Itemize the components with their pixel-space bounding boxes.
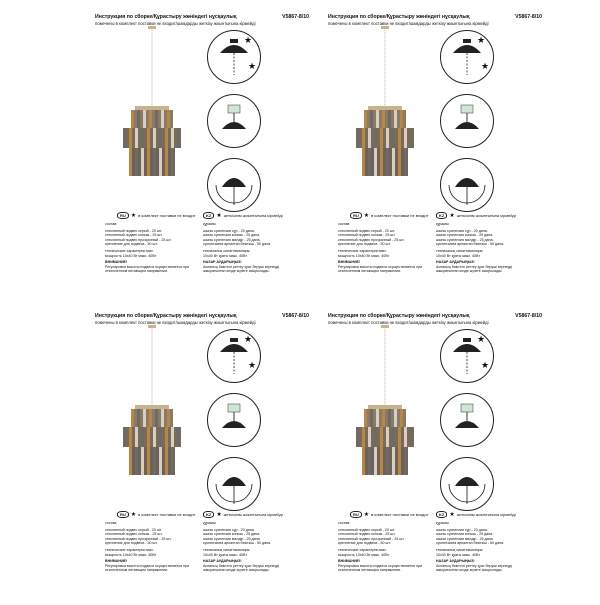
ru-specs-label: технические характеристики: [338,547,387,552]
ru-item: стеклянный подвес коньяк - 25 шт. [338,532,396,537]
instruction-sheet-top-left [95,14,309,306]
kz-header [436,212,516,219]
ru-star-note: в комплект поставки не входит [138,512,196,517]
ru-warning-label: ВНИМАНИЕ! [338,559,361,564]
kz-item: шыны суспензия коньяк - 25 дана. [436,233,494,238]
ru-warning-label: ВНИМАНИЕ! [105,260,128,265]
kz-specs-value: 10x40 Вт қуаты макс. 40Вт [203,552,247,557]
sheet-subtitle: помечены в комплект поставки не входит/шамдарды жеткізу жиынтығына кірмейді [328,320,489,325]
kz-item: шыны суспензия коньяк - 25 дана. [203,233,261,238]
chandelier-illustration [340,26,430,204]
ru-composition-label: состав: [105,222,118,226]
kz-star-note: жеткізілім жиынтығына кірмейді [456,213,516,218]
model-number: V5867-8/10 [282,14,309,20]
kz-header [203,511,283,518]
kz-header [436,511,516,518]
ru-specs-value: мощность 10x40 Вт макс. 40Вт [105,552,157,557]
diagram-wire-connection [440,393,494,447]
star-icon: ★ [244,35,253,45]
diagram-canopy-mount [440,457,494,511]
ru-star-note: в комплект поставки не входит [138,213,196,218]
ru-item: крепление для подвеса - 50 шт. [338,242,391,247]
ru-warning-text: Регулировка высоты подвеса осуществляется при отключенном питающем напряжении. [338,264,423,274]
sheet-subtitle: помечены в комплект поставки не входит/шамдарды жеткізу жиынтығына кірмейді [95,21,256,26]
ru-item: крепление для подвеса - 50 шт. [105,242,158,247]
ru-composition-label: состав: [105,521,118,525]
middle-tier [356,427,414,447]
kz-badge: KZ [203,212,214,219]
kz-column [436,521,528,575]
kz-column [436,222,528,276]
chandelier-illustration [107,325,197,503]
ru-header [117,511,195,518]
upper-tier [131,409,173,427]
ru-star-note: в комплект поставки не входит [371,512,429,517]
diagram-ceiling-hook [440,329,494,383]
kz-column [203,222,295,276]
lower-tier [129,447,175,475]
ru-item: стеклянный подвес коньяк - 25 шт. [105,532,163,537]
kz-badge: KZ [436,212,447,219]
star-icon: ★ [449,512,455,518]
star-icon: ★ [477,35,486,45]
ru-badge: RU [117,212,129,219]
ru-header [350,511,428,518]
ru-item: стеклянный подвес коньяк - 25 шт. [338,233,396,238]
star-icon: ★ [481,360,490,370]
sheet-title: Инструкция по сборке/Құрастыру жөніндегі нұсқаулық V5867-8/10 [95,14,309,20]
ru-badge: RU [350,511,362,518]
ru-item: крепление для подвеса - 50 шт. [105,541,158,546]
lower-tier [362,148,408,176]
diagram-wire-connection [207,94,261,148]
ru-item: стеклянный подвес прозрачный - 25 шт. [105,536,172,541]
ru-star-note: в комплект поставки не входит [371,213,429,218]
ru-composition-label: состав: [338,521,351,525]
ru-specs-value: мощность 10x40 Вт макс. 40Вт [338,253,390,258]
star-icon: ★ [248,61,257,71]
model-number: V5867-8/10 [282,313,309,319]
kz-warning-text: Аспаның биіктігін реттеу қуат беруші кернеуді ажыратылған кезде жүзеге асырылады. [436,264,513,274]
kz-warning-text: Аспаның биіктігін реттеу қуат беруші кернеуді ажыратылған кезде жүзеге асырылады. [436,563,513,573]
star-icon: ★ [244,334,253,344]
ru-warning-text: Регулировка высоты подвеса осуществляется при отключенном питающем напряжении. [338,563,423,573]
star-icon: ★ [130,512,137,518]
ru-specs-label: технические характеристики: [105,248,154,253]
diagram-wire-connection [440,94,494,148]
sheet-title: Инструкция по сборке/Құрастыру жөніндегі нұсқаулық V5867-8/10 [328,14,542,20]
kz-badge: KZ [436,511,447,518]
kz-item: шыны суспензия мөлдір - 25 дана. [436,237,494,242]
middle-tier [123,427,181,447]
chandelier-illustration [340,325,430,503]
ru-column [105,222,197,276]
kz-item: шыны суспензия сұр - 20 дана. [203,527,255,532]
ru-column [338,521,430,575]
kz-item: шыны суспензия коньяк - 25 дана. [203,532,261,537]
kz-specs-label: техникалық сипаттамалары: [436,248,484,253]
instruction-sheet-top-right [328,14,542,306]
kz-specs-label: техникалық сипаттамалары: [436,547,484,552]
ru-item: стеклянный подвес серый - 20 шт. [338,527,395,532]
ru-item: стеклянный подвес коньяк - 25 шт. [105,233,163,238]
kz-item: шыны суспензия мөлдір - 25 дана. [203,237,261,242]
star-icon: ★ [363,213,370,219]
assembly-diagrams [207,329,269,521]
kz-warning-label: НАЗАР АУДАРЫҢЫЗ! [203,260,242,265]
kz-item: шыны суспензия сұр - 20 дана. [436,527,488,532]
kz-specs-value: 10x40 Вт қуаты макс. 40Вт [203,253,247,258]
star-icon: ★ [363,512,370,518]
kz-composition-label: құрамы: [436,521,450,525]
kz-specs-value: 10x40 Вт қуаты макс. 40Вт [436,253,480,258]
middle-tier [123,128,181,148]
sheet-title: Инструкция по сборке/Құрастыру жөніндегі нұсқаулық V5867-8/10 [328,313,542,319]
ru-warning-text: Регулировка высоты подвеса осуществляется при отключенном питающем напряжении. [105,264,190,274]
star-icon: ★ [481,61,490,71]
ru-warning-label: ВНИМАНИЕ! [105,559,128,564]
kz-star-note: жеткізілім жиынтығына кірмейді [223,213,283,218]
star-icon: ★ [248,360,257,370]
kz-warning-label: НАЗАР АУДАРЫҢЫЗ! [436,559,475,564]
ru-item: стеклянный подвес серый - 20 шт. [105,228,162,233]
ru-column [338,222,430,276]
assembly-diagrams [207,30,269,222]
ru-specs-label: технические характеристики: [105,547,154,552]
ru-composition-label: состав: [338,222,351,226]
assembly-diagrams [440,30,502,222]
kz-warning-label: НАЗАР АУДАРЫҢЫЗ! [203,559,242,564]
kz-item: шыны суспензия сұр - 20 дана. [436,228,488,233]
model-number: V5867-8/10 [515,14,542,20]
sheet-title: Инструкция по сборке/Құрастыру жөніндегі нұсқаулық V5867-8/10 [95,313,309,319]
ru-specs-value: мощность 10x40 Вт макс. 40Вт [105,253,157,258]
diagram-wire-connection [207,393,261,447]
kz-badge: KZ [203,511,214,518]
diagram-ceiling-hook [440,30,494,84]
kz-header [203,212,283,219]
star-icon: ★ [477,334,486,344]
kz-star-note: жеткізілім жиынтығына кірмейді [456,512,516,517]
assembly-diagrams [440,329,502,521]
ru-column [105,521,197,575]
upper-tier [364,409,406,427]
kz-star-note: жеткізілім жиынтығына кірмейді [223,512,283,517]
star-icon: ★ [216,213,222,219]
kz-specs-label: техникалық сипаттамалары: [203,547,251,552]
diagram-ceiling-hook [207,329,261,383]
kz-item: шыны суспензия сұр - 20 дана. [203,228,255,233]
ru-item: стеклянный подвес прозрачный - 25 шт. [338,536,405,541]
ru-badge: RU [350,212,362,219]
kz-item: суспензияға арналған бекіткіш - 50 дана. [203,242,272,247]
kz-item: суспензияға арналған бекіткіш - 50 дана. [436,242,505,247]
kz-column [203,521,295,575]
instruction-sheet-bottom-left [95,313,309,605]
ru-warning-text: Регулировка высоты подвеса осуществляется при отключенном питающем напряжении. [105,563,190,573]
diagram-canopy-mount [207,158,261,212]
kz-item: суспензияға арналған бекіткіш - 50 дана. [436,541,505,546]
kz-composition-label: құрамы: [203,222,217,226]
kz-warning-text: Аспаның биіктігін реттеу қуат беруші кернеуді ажыратылған кезде жүзеге асырылады. [203,264,280,274]
diagram-canopy-mount [440,158,494,212]
star-icon: ★ [216,512,222,518]
ru-item: стеклянный подвес серый - 20 шт. [338,228,395,233]
kz-specs-label: техникалық сипаттамалары: [203,248,251,253]
kz-composition-label: құрамы: [203,521,217,525]
model-number: V5867-8/10 [515,313,542,319]
ru-item: стеклянный подвес прозрачный - 25 шт. [105,237,172,242]
kz-item: шыны суспензия мөлдір - 25 дана. [436,536,494,541]
ru-item: крепление для подвеса - 50 шт. [338,541,391,546]
sheet-subtitle: помечены в комплект поставки не входит/шамдарды жеткізу жиынтығына кірмейді [328,21,489,26]
ru-item: стеклянный подвес прозрачный - 25 шт. [338,237,405,242]
kz-composition-label: құрамы: [436,222,450,226]
diagram-ceiling-hook [207,30,261,84]
sheet-subtitle: помечены в комплект поставки не входит/шамдарды жеткізу жиынтығына кірмейді [95,320,256,325]
kz-warning-label: НАЗАР АУДАРЫҢЫЗ! [436,260,475,265]
diagram-canopy-mount [207,457,261,511]
kz-warning-text: Аспаның биіктігін реттеу қуат беруші кернеуді ажыратылған кезде жүзеге асырылады. [203,563,280,573]
star-icon: ★ [449,213,455,219]
chandelier-illustration [107,26,197,204]
lower-tier [362,447,408,475]
instruction-sheet-bottom-right [328,313,542,605]
kz-item: шыны суспензия коньяк - 25 дана. [436,532,494,537]
kz-item: суспензияға арналған бекіткіш - 50 дана. [203,541,272,546]
ru-specs-label: технические характеристики: [338,248,387,253]
upper-tier [131,110,173,128]
ru-item: стеклянный подвес серый - 20 шт. [105,527,162,532]
ru-badge: RU [117,511,129,518]
star-icon: ★ [130,213,137,219]
ru-warning-label: ВНИМАНИЕ! [338,260,361,265]
ru-header [117,212,195,219]
ru-specs-value: мощность 10x40 Вт макс. 40Вт [338,552,390,557]
lower-tier [129,148,175,176]
middle-tier [356,128,414,148]
ru-header [350,212,428,219]
upper-tier [364,110,406,128]
kz-item: шыны суспензия мөлдір - 25 дана. [203,536,261,541]
kz-specs-value: 10x40 Вт қуаты макс. 40Вт [436,552,480,557]
